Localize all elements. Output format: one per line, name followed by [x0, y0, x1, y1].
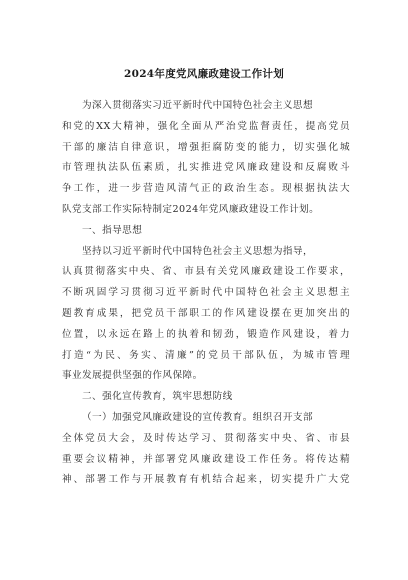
document-body	[62, 96, 350, 491]
paragraph-line: 事业发展提供坚强的作风保障。	[62, 370, 203, 382]
paragraph-line: （一）加强党风廉政建设的宣传教育。组织召开支部	[82, 411, 314, 423]
paragraph-line: 位置，以永远在路上的执着和韧劲，锻造作风建设，着力	[62, 328, 350, 340]
paragraph-line: 队党支部工作实际特制定2024年党风廉政建设工作计划。	[62, 203, 320, 215]
paragraph-line: 不断巩固学习贯彻习近平新时代中国特色社会主义思想主	[62, 287, 350, 299]
paragraph-line: 干部的廉洁自律意识，增强拒腐防变的能力，切实强化城	[62, 141, 350, 153]
paragraph-line: 争工作，进一步营造风清气正的政治生态。现根据执法大	[62, 183, 350, 195]
paragraph-line: 打造“为民、务实、清廉”的党员干部队伍，为城市管理	[62, 349, 350, 361]
paragraph-line: 市管理执法队伍素质，扎实推进党风廉政建设和反腐败斗	[62, 162, 350, 174]
section-heading: 一、指导思想	[82, 224, 143, 236]
paragraph-line: 和党的XX大精神，强化全面从严治党监督责任，提高党员	[62, 120, 350, 132]
paragraph-line: 神、部署工作与开展教育有机结合起来，切实提升广大党	[62, 474, 350, 486]
paragraph-line: 认真贯彻落实中央、省、市县有关党风廉政建设工作要求，	[62, 266, 350, 278]
paragraph-line: 题教育成果，把党员干部职工的作风建设摆在更加突出的	[62, 307, 350, 319]
paragraph-line: 坚持以习近平新时代中国特色社会主义思想为指导，	[82, 245, 314, 257]
section-heading: 二、强化宣传教育，筑牢思想防线	[82, 391, 233, 403]
paragraph-line: 为深入贯彻落实习近平新时代中国特色社会主义思想	[82, 100, 314, 111]
paragraph-line: 全体党员大会，及时传达学习、贯彻落实中央、省、市县	[62, 432, 350, 444]
paragraph-line: 重要会议精神，并部署党风廉政建设工作任务。将传达精	[62, 453, 350, 465]
document-title: 2024年度党风廉政建设工作计划	[123, 68, 285, 80]
